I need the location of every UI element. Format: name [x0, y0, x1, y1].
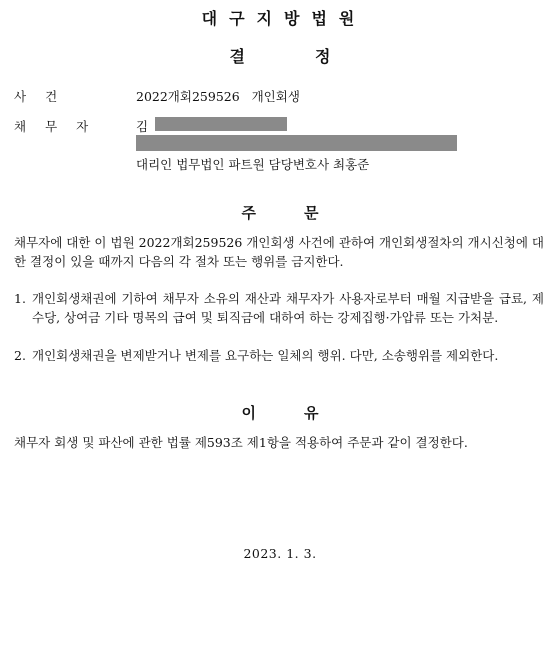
order-heading: 주문 — [241, 204, 367, 222]
order-intro: 채무자에 대한 이 법원 2022개회259526 개인회생 사건에 관하여 개인회생절차의 개시신청에 대한 결정이 있을 때까지 다음의 각 절차 또는 행위를 금지한다. — [14, 235, 544, 269]
order-item-number: 1. — [14, 291, 26, 306]
case-label: 사건 — [14, 89, 77, 104]
reason-heading: 이유 — [241, 404, 367, 422]
document-title: 결정 — [229, 47, 401, 66]
order-item — [14, 346, 544, 365]
order-item — [14, 289, 544, 327]
order-item-text: 개인회생채권을 변제받거나 변제를 요구하는 일체의 행위. 다만, 소송행위를 제외한다. — [32, 348, 499, 363]
redaction-bar — [155, 117, 287, 131]
debtor-name: 김 — [136, 119, 149, 134]
debtor-label: 채무자 — [14, 119, 108, 134]
debtor-agent: 대리인 법무법인 파트원 담당변호사 최홍준 — [136, 157, 370, 172]
decision-date: 2023. 1. 3. — [243, 546, 317, 561]
reason-text: 채무자 회생 및 파산에 관한 법률 제593조 제1항을 적용하여 주문과 같이 결정한다. — [14, 435, 468, 450]
redaction-bar — [136, 135, 457, 151]
order-item-number: 2. — [14, 348, 26, 363]
order-item-text: 개인회생채권에 기하여 채무자 소유의 재산과 채무자가 사용자로부터 매월 지급받을 급료, 제수당, 상여금 기타 명목의 급여 및 퇴직금에 대하여 하는 강제집행·가압류 또는 가처분. — [32, 291, 544, 325]
court-name: 대구지방법원 — [201, 9, 367, 28]
case-number: 2022개회259526 개인회생 — [136, 89, 300, 104]
